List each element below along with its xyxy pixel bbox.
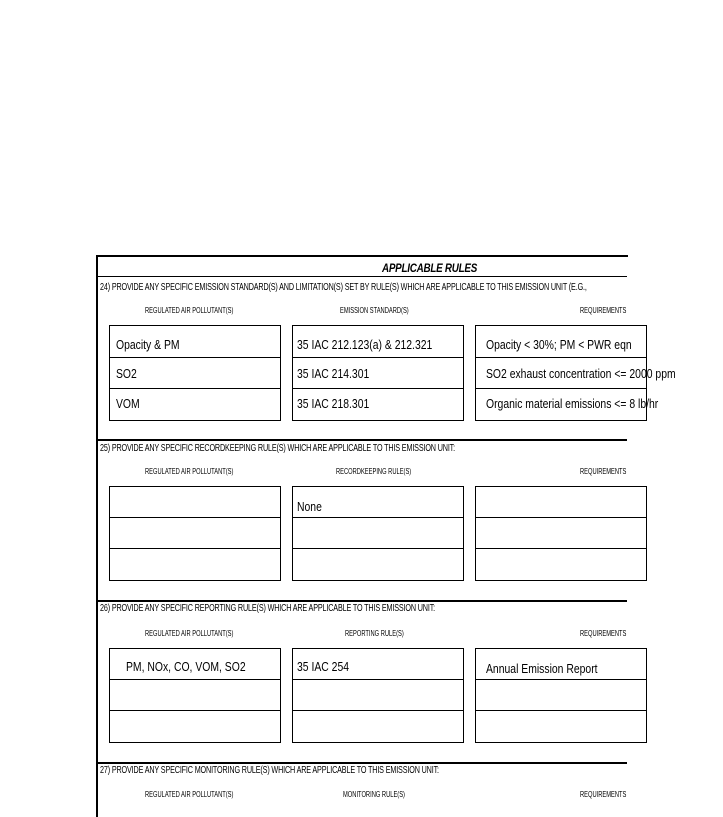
table-cell[interactable] <box>476 487 646 518</box>
table-cell[interactable]: Organic material emissions <= 8 lb/hr <box>486 396 659 411</box>
table-cell[interactable]: 35 IAC 214.301 <box>293 358 463 389</box>
recordkeeping-column <box>292 486 464 581</box>
table-cell[interactable] <box>476 549 646 580</box>
standard-column <box>292 325 464 421</box>
table-cell[interactable]: SO2 <box>110 358 280 389</box>
table-cell[interactable] <box>110 549 280 580</box>
requirements-column <box>475 486 647 581</box>
table-cell[interactable] <box>110 711 280 742</box>
header-requirements: REQUIREMENTS <box>580 467 627 476</box>
pollutant-column <box>109 648 281 743</box>
table-cell[interactable] <box>293 518 463 549</box>
pollutant-column <box>109 486 281 581</box>
table-cell[interactable]: None <box>293 487 463 518</box>
table-cell[interactable] <box>110 518 280 549</box>
table-cell[interactable] <box>293 549 463 580</box>
table-cell[interactable] <box>110 680 280 711</box>
header-reporting: REPORTING RULE(S) <box>345 629 404 638</box>
header-requirements: REQUIREMENTS <box>580 629 627 638</box>
header-pollutant: REGULATED AIR POLLUTANT(S) <box>145 306 234 315</box>
question-27: 27) PROVIDE ANY SPECIFIC MONITORING RULE(S) WHICH ARE APPLICABLE TO THIS EMISSION UNIT: <box>100 765 439 776</box>
table-cell[interactable]: VOM <box>116 396 140 411</box>
table-cell[interactable] <box>476 518 646 549</box>
table-cell[interactable] <box>293 680 463 711</box>
table-cell[interactable] <box>476 680 646 711</box>
question-25: 25) PROVIDE ANY SPECIFIC RECORDKEEPING RULE(S) WHICH ARE APPLICABLE TO THIS EMISSION UNIT: <box>100 443 456 454</box>
header-pollutant: REGULATED AIR POLLUTANT(S) <box>145 629 234 638</box>
table-cell[interactable]: 35 IAC 254 <box>293 649 463 680</box>
table-cell[interactable]: 35 IAC 212.123(a) & 212.321 <box>293 326 463 358</box>
table-cell[interactable] <box>110 487 280 518</box>
table-cell[interactable]: Opacity & PM <box>110 326 280 358</box>
section-divider <box>97 439 627 441</box>
table-cell[interactable]: 35 IAC 218.301 <box>297 396 370 411</box>
table-cell[interactable]: SO2 exhaust concentration <= 2000 ppm <box>476 358 646 389</box>
reporting-column <box>292 648 464 743</box>
table-cell[interactable]: Opacity < 30%; PM < PWR eqn <box>476 326 646 358</box>
header-monitoring: MONITORING RULE(S) <box>343 790 405 799</box>
table-cell[interactable]: PM, NOx, CO, VOM, SO2 <box>110 649 280 680</box>
header-requirements: REQUIREMENTS <box>580 306 627 315</box>
divider <box>97 276 627 277</box>
header-pollutant: REGULATED AIR POLLUTANT(S) <box>145 790 234 799</box>
header-standard: EMISSION STANDARD(S) <box>340 306 409 315</box>
requirements-column <box>475 648 647 743</box>
section-divider <box>97 762 627 764</box>
table-cell[interactable]: Annual Emission Report <box>476 649 646 680</box>
pollutant-column <box>109 325 281 421</box>
form-title: APPLICABLE RULES <box>382 261 478 275</box>
header-requirements: REQUIREMENTS <box>580 790 627 799</box>
header-recordkeeping: RECORDKEEPING RULE(S) <box>336 467 412 476</box>
question-24: 24) PROVIDE ANY SPECIFIC EMISSION STANDARD(S) AND LIMITATION(S) SET BY RULE(S) WHICH ARE APPLICABLE TO THIS EMISSION UNIT (E.G., <box>100 282 587 293</box>
question-26: 26) PROVIDE ANY SPECIFIC REPORTING RULE(S) WHICH ARE APPLICABLE TO THIS EMISSION UNIT: <box>100 603 436 614</box>
requirements-column <box>475 325 676 421</box>
section-divider <box>97 600 627 602</box>
table-cell[interactable] <box>293 711 463 742</box>
table-cell[interactable] <box>476 711 646 742</box>
header-pollutant: REGULATED AIR POLLUTANT(S) <box>145 467 234 476</box>
